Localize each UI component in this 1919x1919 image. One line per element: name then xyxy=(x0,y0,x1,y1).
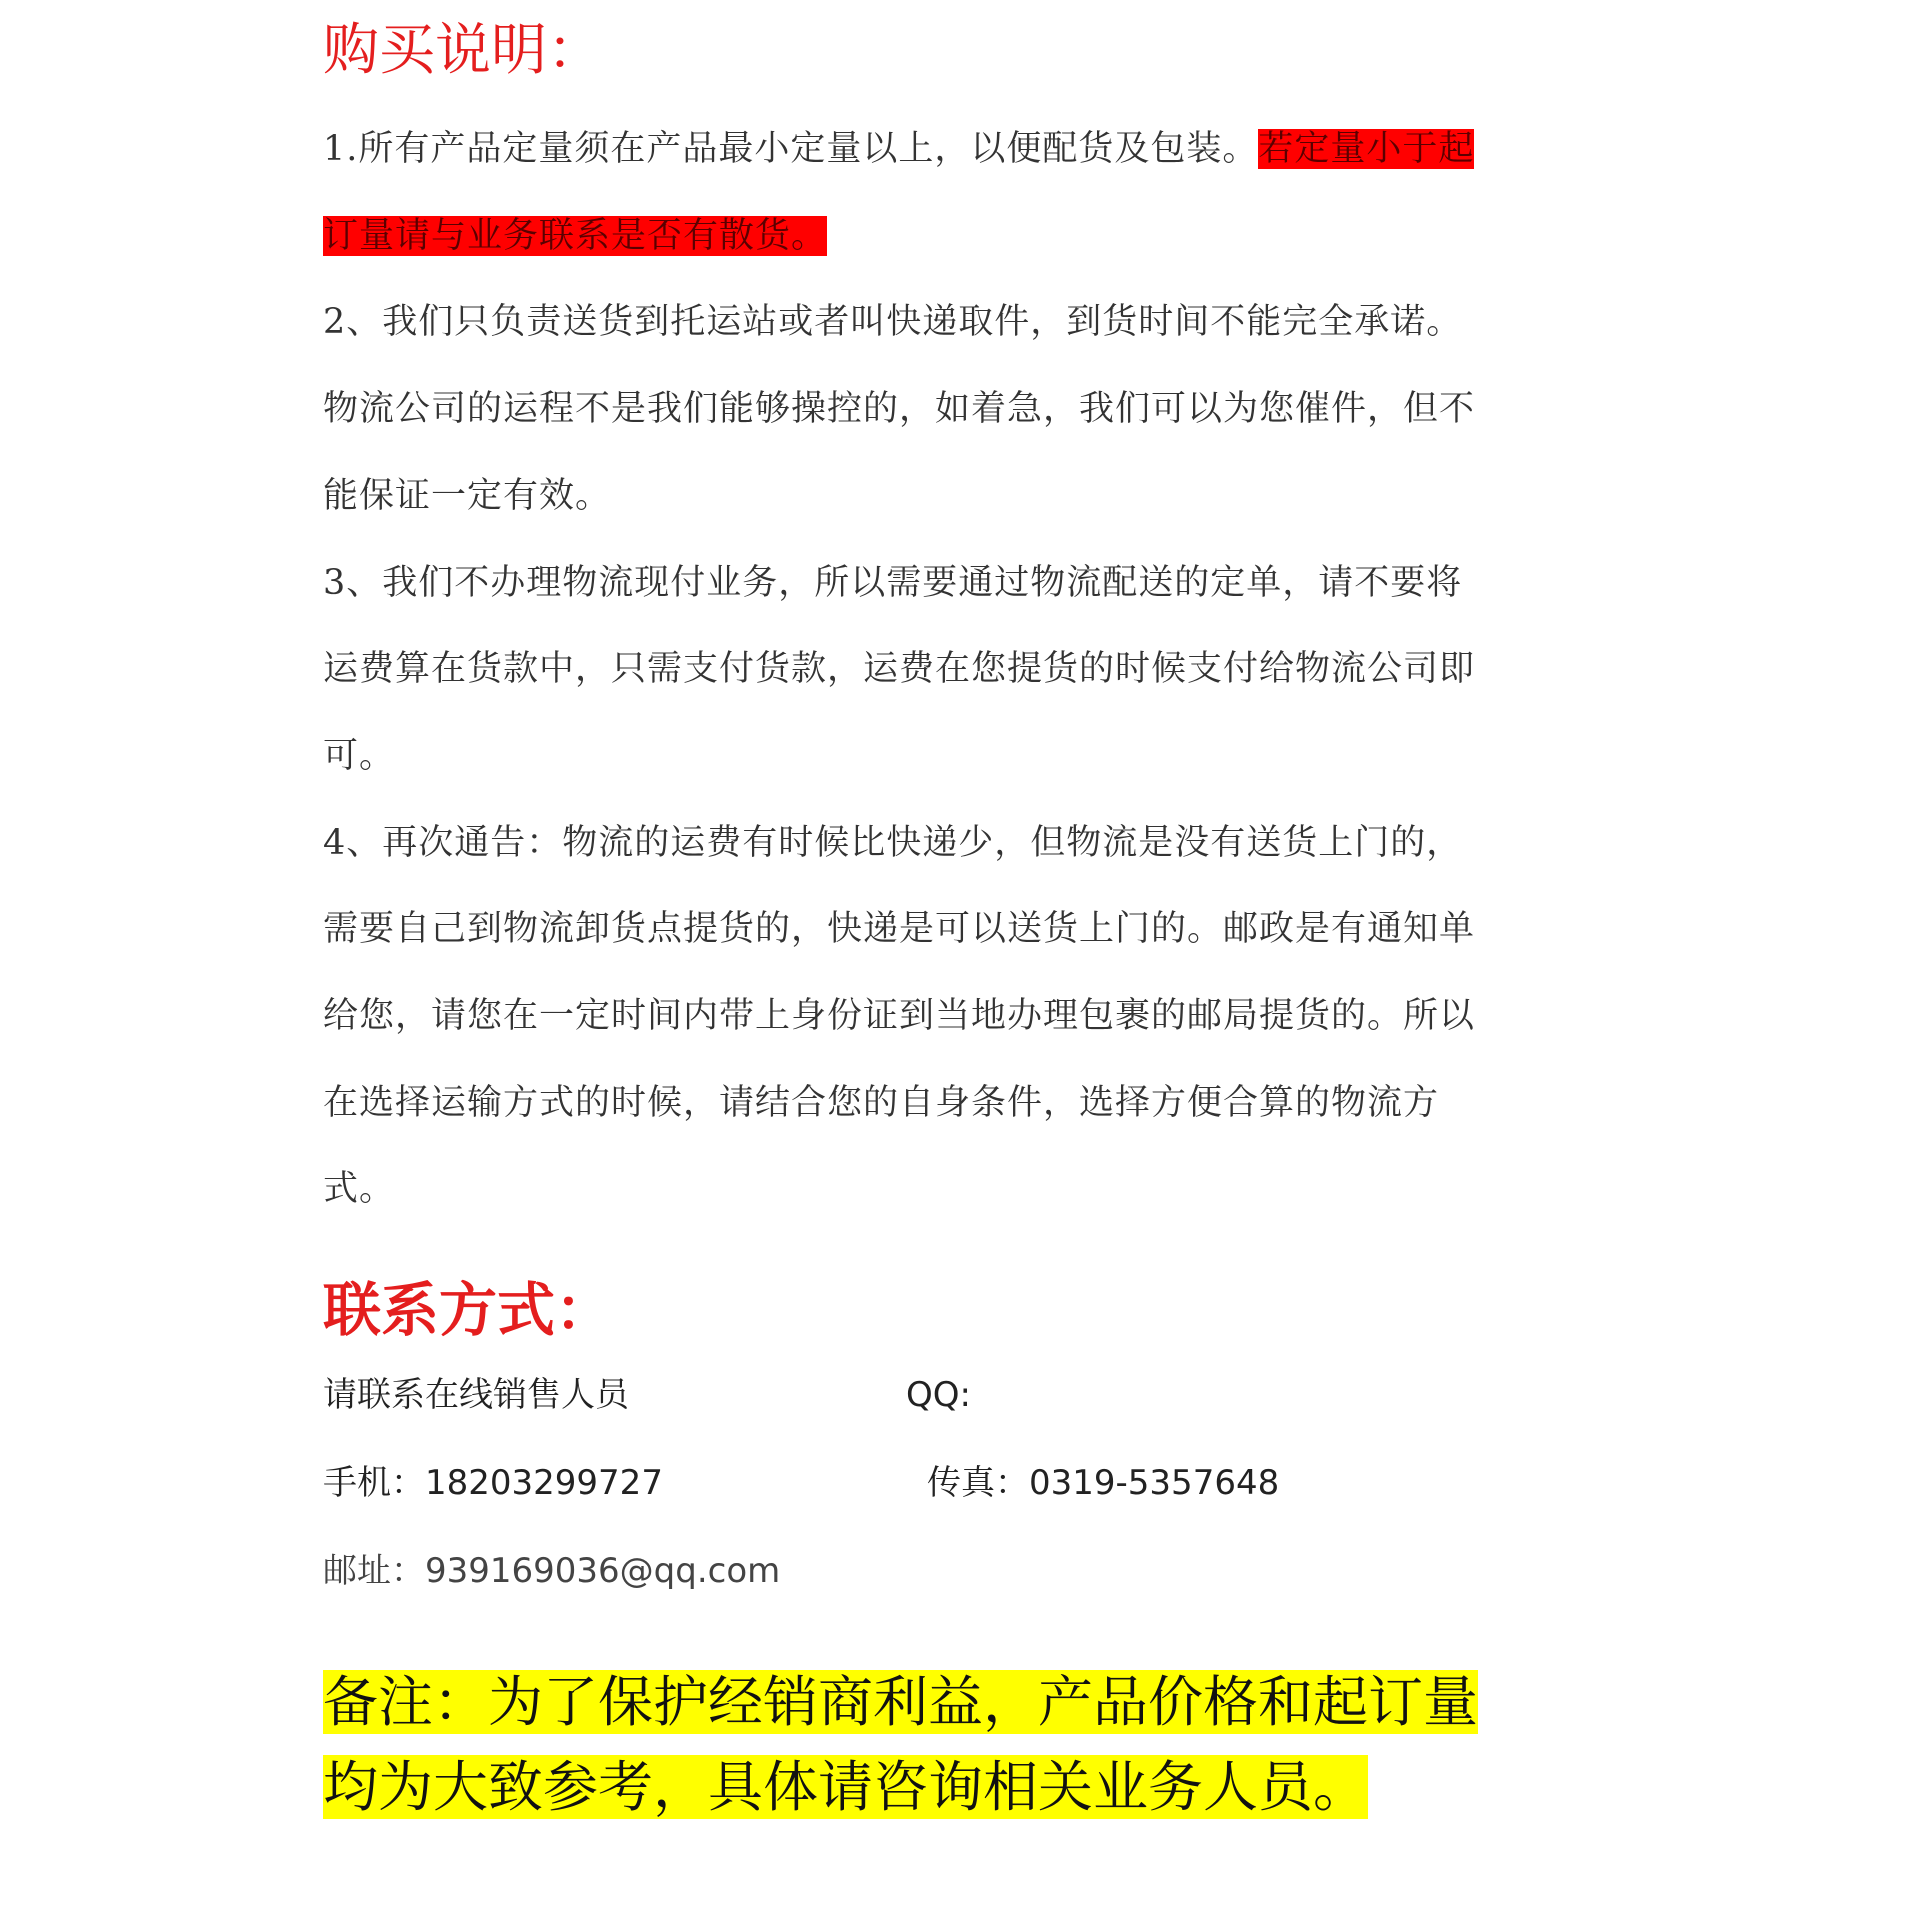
phone-number: 手机：18203299727 xyxy=(323,1463,663,1503)
contact-row-email xyxy=(323,1546,780,1596)
sales-contact-label: 请联系在线销售人员 xyxy=(323,1375,629,1415)
rule-2-text: 2、我们只负责送货到托运站或者叫快递取件，到货时间不能完全承诺。物流公司的运程不是我们能够操控的，如着急，我们可以为您催件，但不能保证一定有效。 xyxy=(323,302,1476,516)
qq-label: QQ: xyxy=(906,1375,971,1415)
email-address: 邮址：939169036@qq.com xyxy=(323,1551,781,1591)
pricing-note-text: 备注：为了保护经销商利益，产品价格和起订量均为大致参考，具体请咨询相关业务人员。 xyxy=(323,1670,1479,1819)
fax-number: 传真：0319-5357648 xyxy=(927,1463,1280,1503)
contact-heading: 联系方式： xyxy=(323,1276,614,1344)
contact-row-phone xyxy=(323,1458,1280,1508)
purchase-instructions-heading: 购买说明： xyxy=(323,18,603,83)
rule-1-text: 1.所有产品定量须在产品最小定量以上，以便配货及包装。 xyxy=(323,129,1259,169)
rule-4 xyxy=(323,800,1480,1234)
rule-3 xyxy=(323,540,1480,800)
pricing-note xyxy=(323,1660,1480,1830)
contact-row-sales xyxy=(323,1370,971,1420)
rule-1 xyxy=(323,106,1480,279)
rule-3-text: 3、我们不办理物流现付业务，所以需要通过物流配送的定单，请不要将运费算在货款中，只需支付货款，运费在您提货的时候支付给物流公司即可。 xyxy=(323,562,1476,776)
purchase-rules-list xyxy=(323,106,1480,1233)
rule-1-highlight: 若定量小于起订量请与业务联系是否有散货。 xyxy=(323,129,1475,256)
rule-4-text: 4、再次通告：物流的运费有时候比快递少，但物流是没有送货上门的，需要自己到物流卸货点提货的，快递是可以送货上门的。邮政是有通知单给您，请您在一定时间内带上身份证到当地办理包裹的邮局提货的。所以在选择运输方式的时候，请结合您的自身条件，选择方便合算的物流方式。 xyxy=(323,822,1476,1210)
rule-2 xyxy=(323,279,1480,539)
purchase-instructions-page xyxy=(323,0,1480,1919)
